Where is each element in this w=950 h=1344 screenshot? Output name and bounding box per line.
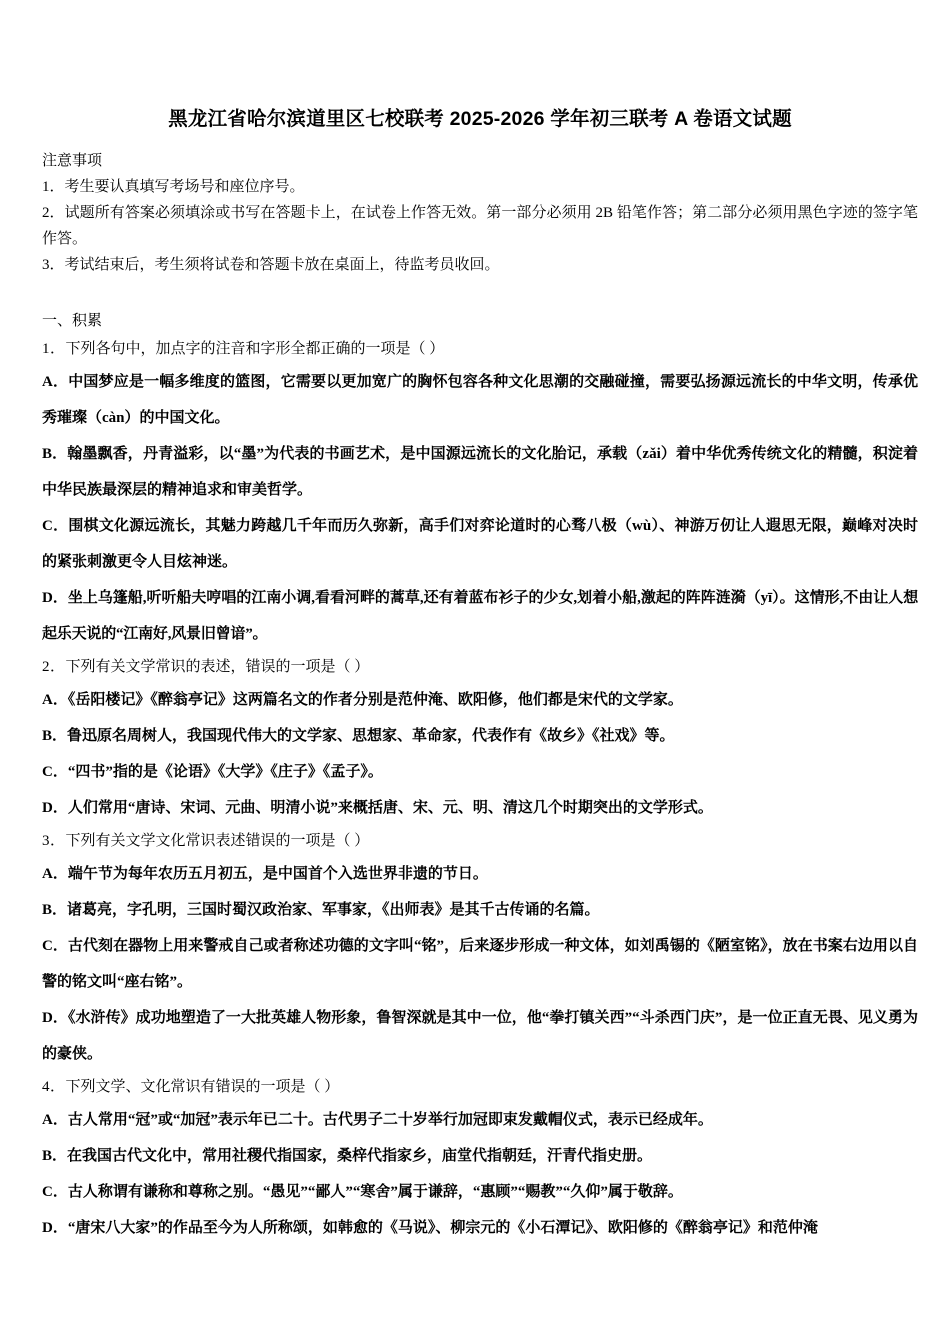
question-4-option-d-letter: D． (42, 1220, 68, 1237)
question-2-option-d-text: 人们常用“唐诗、宋词、元曲、明清小说”来概括唐、宋、元、明、清这几个时期突出的文学形式。 (67, 800, 713, 817)
question-1-option-b-text: 翰墨飘香，丹青溢彩，以“墨”为代表的书画艺术，是中国源远流长的文化胎记，承载（zǎi）着中华优秀传统文化的精髓，积淀着中华民族最深层的精神追求和审美哲学。 (42, 446, 918, 499)
question-2-option-c[interactable] (42, 754, 918, 790)
question-1-number: 1． (42, 341, 66, 358)
section-heading-accumulation: 一、积累 (42, 313, 103, 330)
question-2-option-b-letter: B． (42, 728, 68, 745)
question-4-number: 4． (42, 1079, 66, 1096)
question-2-option-a-letter: A． (42, 692, 68, 709)
question-3-stem (42, 826, 918, 856)
question-4-stem-text: 下列文学、文化常识有错误的一项是（ ） (65, 1079, 340, 1096)
question-1-option-d[interactable] (42, 580, 918, 652)
question-1-option-d-text: 坐上乌篷船,听听船夫哼唱的江南小调,看看河畔的蒿草,还有着蓝布衫子的少女,划着小船,激起的阵阵涟漪（yī）。这情形,不由让人想起乐天说的“江南好,风景旧曾谙”。 (42, 590, 919, 643)
question-4-option-c[interactable] (42, 1174, 918, 1210)
question-1-option-c[interactable] (42, 508, 918, 580)
question-2-option-d-letter: D． (42, 800, 68, 817)
question-3-option-c-letter: C． (42, 938, 68, 955)
question-3-number: 3． (42, 833, 66, 850)
question-4-option-a-text: 古人常用“冠”或“加冠”表示年已二十。古代男子二十岁举行加冠即束发戴帽仪式，表示已经成年。 (67, 1112, 713, 1129)
question-2-option-a[interactable] (42, 682, 918, 718)
question-4-stem (42, 1072, 918, 1102)
question-3-option-d-letter: D． (42, 1010, 68, 1027)
page-content (42, 0, 918, 1246)
notice-item-2: 2．试题所有答案必须填涂或书写在答题卡上，在试卷上作答无效。第一部分必须用 2B 铅笔作答；第二部分必须用黑色字迹的签字笔作答。 (42, 205, 918, 248)
question-3-option-d-text: 《水浒传》成功地塑造了一大批英雄人物形象，鲁智深就是其中一位，他“拳打镇关西”“斗杀西门庆”，是一位正直无畏、见义勇为的豪侠。 (42, 1010, 918, 1063)
question-4-option-c-letter: C． (42, 1184, 68, 1201)
question-1-option-d-letter: D． (42, 590, 68, 607)
question-3-option-d[interactable] (42, 1000, 918, 1072)
question-3-option-a-letter: A． (42, 866, 68, 883)
question-1-option-a[interactable] (42, 364, 918, 436)
question-3-option-a-text: 端午节为每年农历五月初五，是中国首个入选世界非遗的节日。 (67, 866, 488, 883)
question-1-option-a-text: 中国梦应是一幅多维度的篮图，它需要以更加宽广的胸怀包容各种文化思潮的交融碰撞，需要弘扬源远流长的中华文明，传承优秀璀璨（càn）的中国文化。 (42, 374, 918, 427)
question-2-stem-text: 下列有关文学常识的表述，错误的一项是（ ） (65, 659, 370, 676)
notice-item-1: 1．考生要认真填写考场号和座位序号。 (42, 179, 305, 196)
notice-block (42, 148, 918, 278)
question-3-stem-text: 下列有关文学文化常识表述错误的一项是（ ） (65, 833, 370, 850)
question-2-option-b[interactable] (42, 718, 918, 754)
question-1-option-b[interactable] (42, 436, 918, 508)
question-1-option-a-letter: A． (42, 374, 69, 391)
question-1-stem-text: 下列各句中，加点字的注音和字形全都正确的一项是（ ） (65, 341, 445, 358)
question-3-option-b[interactable] (42, 892, 918, 928)
question-3-option-b-text: 诸葛亮，字孔明，三国时蜀汉政治家、军事家，《出师表》是其千古传诵的名篇。 (67, 902, 600, 919)
question-1-option-c-letter: C． (42, 518, 69, 535)
question-1-option-b-letter: B． (42, 446, 68, 463)
question-4-option-a[interactable] (42, 1102, 918, 1138)
question-4-option-b-text: 在我国古代文化中，常用社稷代指国家，桑梓代指家乡，庙堂代指朝廷，汗青代指史册。 (67, 1148, 653, 1165)
question-3-option-c-text: 古代刻在器物上用来警戒自己或者称述功德的文字叫“铭”，后来逐步形成一种文体，如刘禹锡的《陋室铭》，放在书案右边用以自警的铭文叫“座右铭”。 (42, 938, 918, 991)
notice-item-3: 3．考试结束后，考生须将试卷和答题卡放在桌面上，待监考员收回。 (42, 257, 500, 274)
question-4-option-d[interactable] (42, 1210, 918, 1246)
question-4-option-c-text: 古人称谓有谦称和尊称之别。“愚见”“鄙人”“寒舍”属于谦辞，“惠顾”“赐教”“久仰”属于敬辞。 (67, 1184, 683, 1201)
page-title: 黑龙江省哈尔滨道里区七校联考 2025-2026 学年初三联考 A 卷语文试题 (168, 108, 792, 130)
question-3-option-b-letter: B． (42, 902, 68, 919)
question-1-stem (42, 334, 918, 364)
question-3-option-a[interactable] (42, 856, 918, 892)
question-3-option-c[interactable] (42, 928, 918, 1000)
question-4 (42, 1072, 918, 1246)
question-1 (42, 334, 918, 652)
question-2 (42, 652, 918, 826)
question-2-stem (42, 652, 918, 682)
question-2-option-c-text: “四书”指的是《论语》《大学》《庄子》《孟子》。 (67, 764, 383, 781)
question-4-option-a-letter: A． (42, 1112, 68, 1129)
question-4-option-b-letter: B． (42, 1148, 68, 1165)
question-3 (42, 826, 918, 1072)
notice-heading: 注意事项 (42, 153, 103, 170)
question-2-option-c-letter: C． (42, 764, 68, 781)
question-2-option-a-text: 《岳阳楼记》《醉翁亭记》这两篇名文的作者分别是范仲淹、欧阳修，他们都是宋代的文学家。 (67, 692, 683, 709)
question-4-option-d-text: “唐宋八大家”的作品至今为人所称颂，如韩愈的《马说》、柳宗元的《小石潭记》、欧阳修的《醉翁亭记》和范仲淹 (67, 1220, 818, 1237)
question-2-option-d[interactable] (42, 790, 918, 826)
question-2-option-b-text: 鲁迅原名周树人，我国现代伟大的文学家、思想家、革命家，代表作有《故乡》《社戏》等。 (67, 728, 675, 745)
question-1-option-c-text: 围棋文化源远流长，其魅力跨越几千年而历久弥新，高手们对弈论道时的心骛八极（wù）、神游万仞让人遐思无限，巅峰对决时的紧张刺激更令人目炫神迷。 (42, 518, 918, 571)
question-2-number: 2． (42, 659, 66, 676)
question-4-option-b[interactable] (42, 1138, 918, 1174)
